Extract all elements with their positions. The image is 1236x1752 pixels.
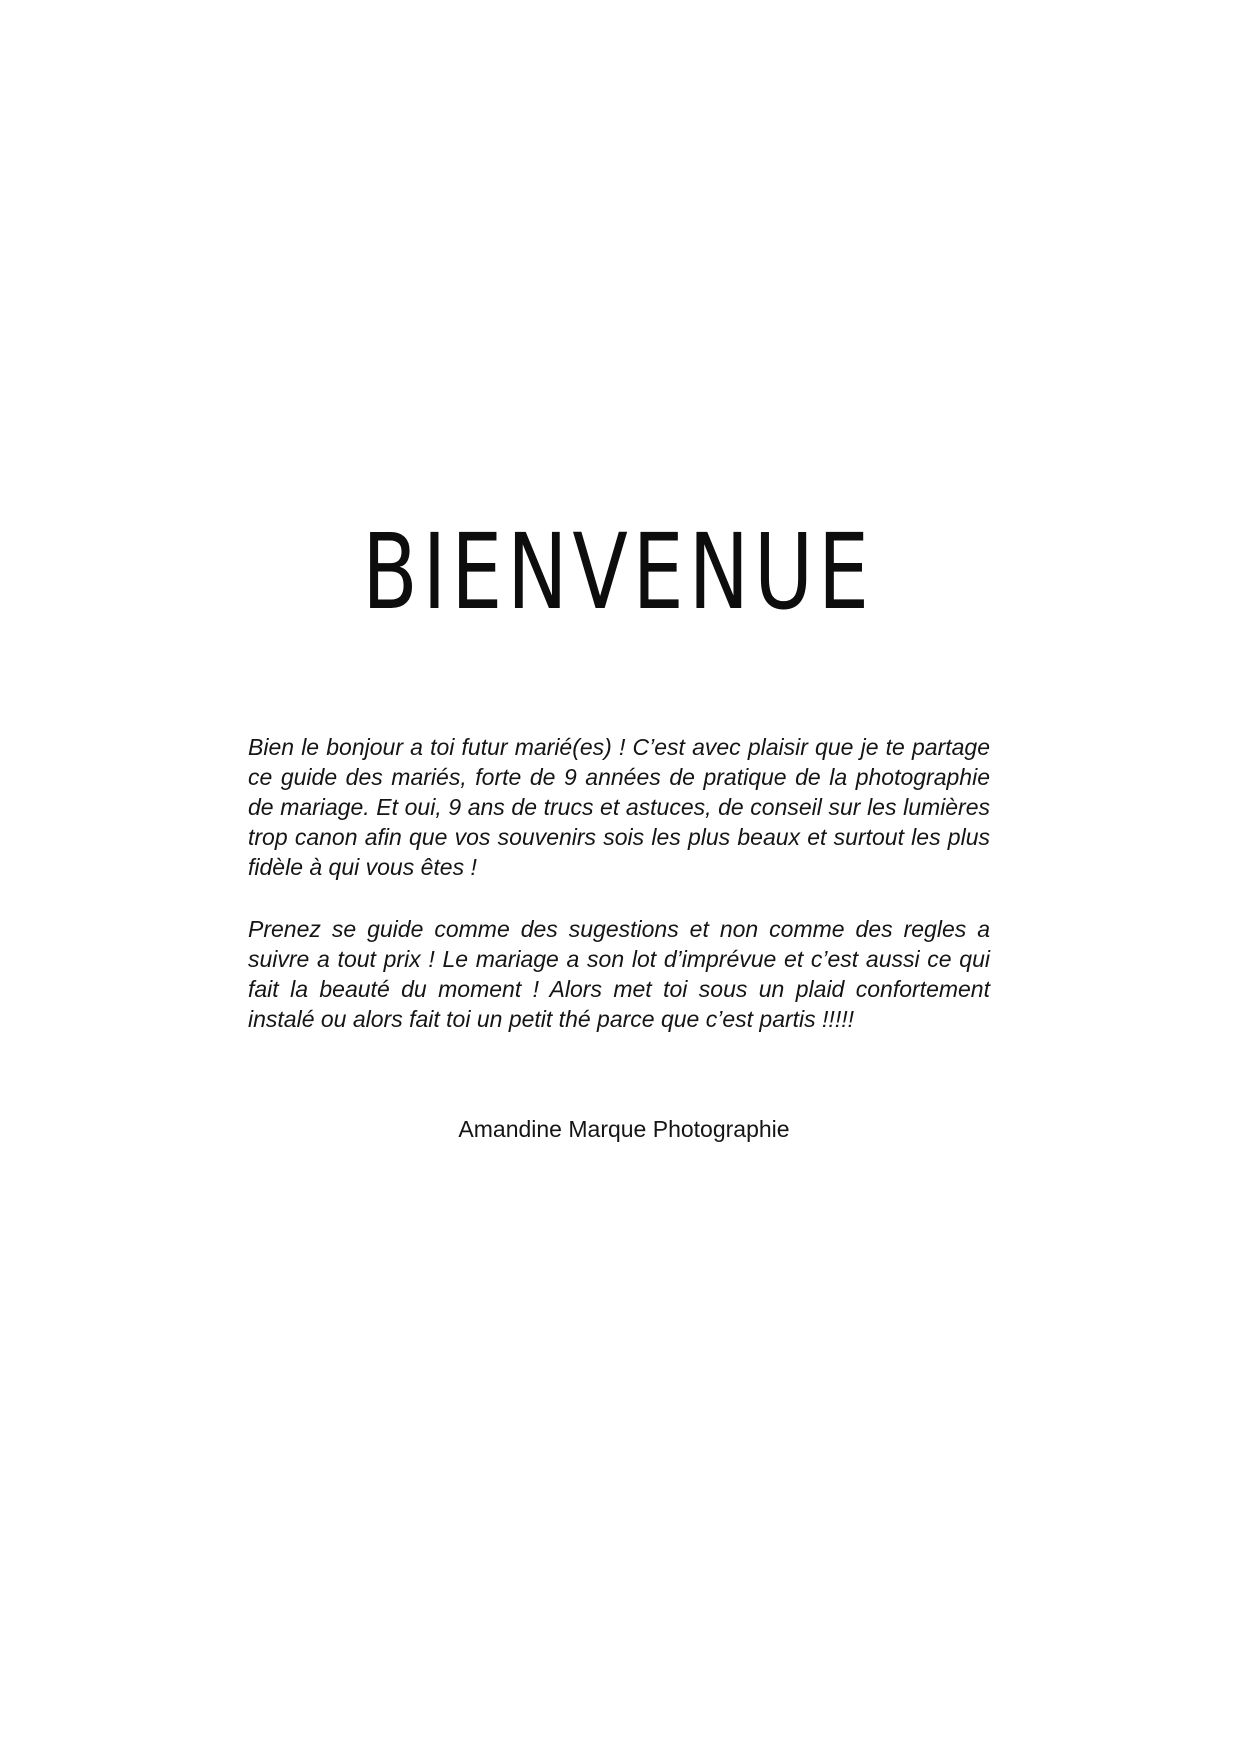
page-title: BIENVENUE <box>362 511 874 633</box>
signature: Amandine Marque Photographie <box>458 1116 790 1142</box>
intro-paragraph-2: Prenez se guide comme des sugestions et non comme des regles a suivre a tout prix ! Le mariage a son lot d’imprévue et c’est aussi ce qui fait la beauté du moment ! Alors met toi sous un plaid confortement instalé ou alors fait toi un petit thé parce que c’est partis !!!!! <box>248 916 990 1032</box>
intro-paragraph-1: Bien le bonjour a toi futur marié(es) ! C’est avec plaisir que je te partage ce guide des mariés, forte de 9 années de pratique de la photographie de mariage. Et oui, 9 ans de trucs et astuces, de conseil sur les lumières trop canon afin que vos souvenirs sois les plus beaux et surtout les plus fidèle à qui vous êtes ! <box>248 734 990 880</box>
